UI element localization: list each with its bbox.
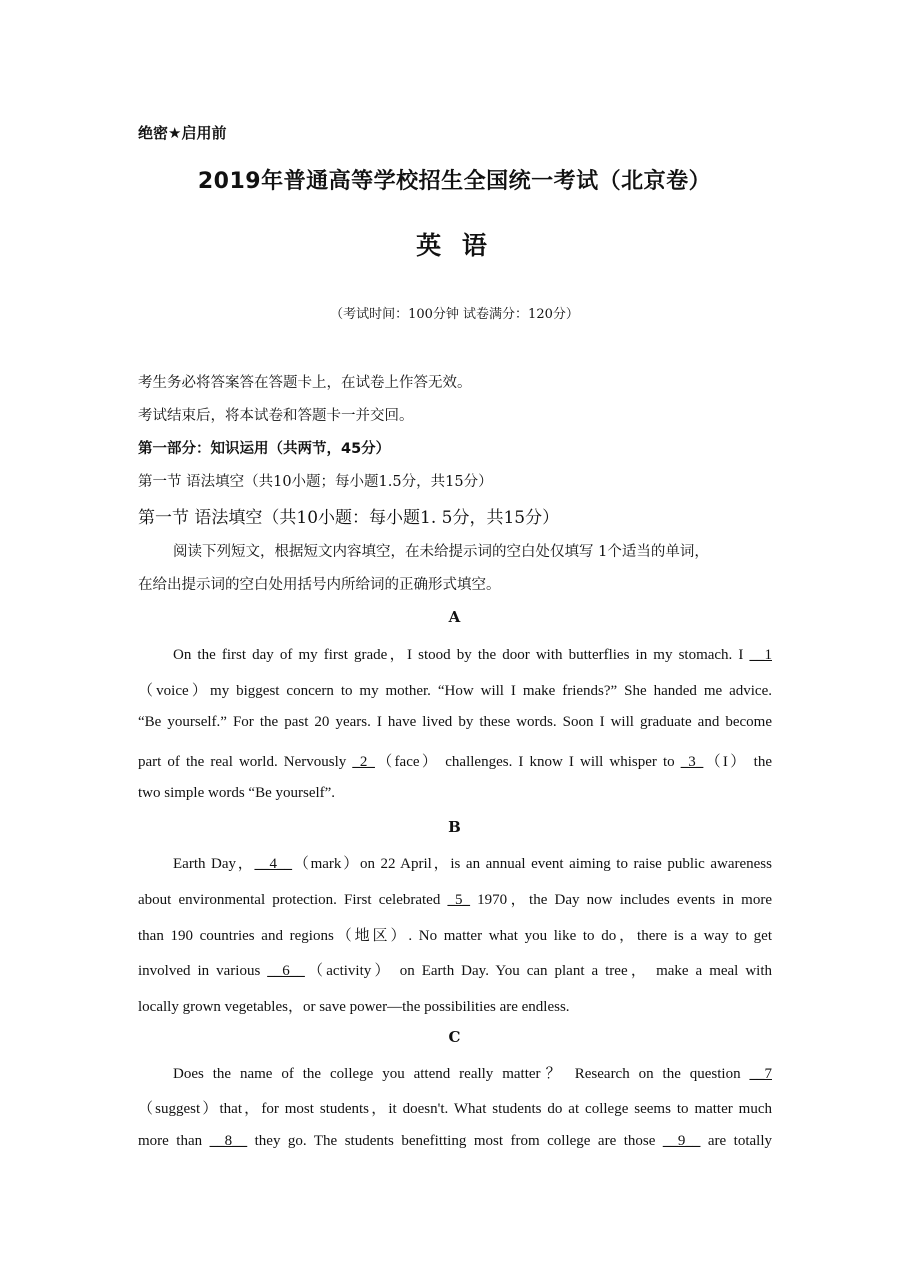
blank-6: __6__ (267, 963, 305, 979)
blank-7: __7 (749, 1066, 772, 1082)
exam-title: 2019年普通高等学校招生全国统一考试（北京卷） (197, 169, 712, 194)
blank-5: _5_ (447, 892, 471, 908)
section-heading-alt: 第一节 语法填空（共10小题：每小题1. 5分，共15分） (138, 508, 560, 528)
instructions: 阅读下列短文，根据短文内容填空，在未给提示词的空白处仅填写 1个适当的单词， (173, 544, 709, 560)
passage-line: than 190 countries and regions（地区）. No matter what you like to do，there is a way to get (138, 928, 772, 944)
note-line: 考生务必将答案答在答题卡上，在试卷上作答无效。 (138, 375, 472, 391)
blank-8: __8__ (209, 1133, 248, 1149)
passage-label: A (448, 608, 461, 626)
instructions: 在给出提示词的空白处用括号内所给词的正确形式填空。 (138, 577, 501, 593)
part-heading: 第一部分：知识运用（共两节，45分） (138, 441, 391, 457)
passage-line: about environmental protection. First celebrated _5_ 1970，the Day now includes events in more (138, 892, 772, 908)
subject-title: 英 语 (416, 231, 493, 260)
passage-label: C (448, 1028, 461, 1046)
passage-line: two simple words “Be yourself”. (138, 785, 336, 801)
note-line: 考试结束后，将本试卷和答题卡一并交回。 (138, 408, 414, 424)
passage-label: B (448, 818, 461, 836)
passage-line: locally grown vegetables，or save power—the possibilities are endless. (138, 999, 570, 1015)
passage-line: “Be yourself.” For the past 20 years. I have lived by these words. Soon I will graduate and become (138, 714, 772, 730)
blank-4: __4__ (254, 856, 293, 872)
passage-line: Earth Day，__4__（mark）on 22 April，is an annual event aiming to raise public awareness (173, 856, 772, 872)
blank-9: __9__ (662, 1133, 701, 1149)
passage-line: more than __8__ they go. The students benefitting most from college are those __9__ are totally (138, 1133, 772, 1149)
blank-3: _3_ (680, 754, 704, 770)
passage-line: involved in various __6__（activity） on Earth Day. You can plant a tree， make a meal with (138, 963, 772, 979)
blank-1: __1 (749, 647, 772, 663)
passage-line: Does the name of the college you attend really matter？ Research on the question __7 (173, 1066, 772, 1082)
passage-line: （suggest）that，for most students，it doesn't. What students do at college seems to matter much (138, 1101, 772, 1117)
confidential-mark: 绝密★启用前 (138, 124, 227, 142)
blank-2: _2_ (352, 754, 375, 770)
passage-line: part of the real world. Nervously _2_（face） challenges. I know I will whisper to _3_（I） the (138, 754, 772, 770)
passage-line: （voice）my biggest concern to my mother. “How will I make friends?” She handed me advice. (138, 683, 772, 699)
section-heading: 第一节 语法填空（共10小题；每小题1.5分，共15分） (138, 474, 493, 490)
passage-line: On the first day of my first grade，I stood by the door with butterflies in my stomach. I __1 (173, 647, 772, 663)
exam-time-info: （考试时间：100分钟 试卷满分：120分） (330, 307, 579, 322)
